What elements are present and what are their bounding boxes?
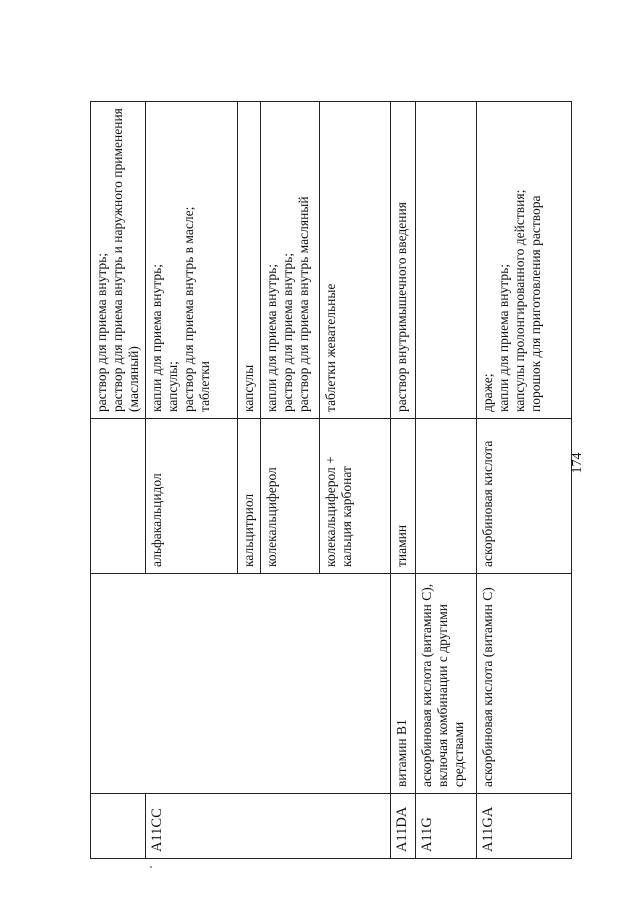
group-cell: витамин B1 [391,574,416,794]
form-line: капли для приема внутрь; [496,264,511,412]
substance-cell [91,419,146,574]
table-row [416,102,477,859]
forms-cell [238,102,261,419]
rotated-page [90,102,571,859]
form-line: раствор для приема внутрь масляный [296,196,311,412]
form-line: таблетки жевательные [323,283,338,412]
code-cell: A11GA [477,794,572,859]
group-cell: аскорбиновая кислота (витамин С), включая комбинации с другими средствами [416,574,477,794]
form-line: капсулы [241,364,256,412]
form-line: раствор для приема внутрь; [94,252,109,412]
substance-cell [416,419,477,574]
substance-cell: альфакальцидол [146,419,238,574]
scan-speck [150,866,152,868]
forms-cell [477,102,572,419]
form-line: капсулы; [165,361,180,412]
substance-cell: тиамин [391,419,416,574]
substance-cell: кальцитриол [238,419,261,574]
table-row [91,102,146,859]
substance-cell: колекальциферол + кальция карбонат [320,419,391,574]
substance-cell: аскорбиновая кислота [477,419,572,574]
form-line: таблетки [197,360,212,412]
substance-cell: колекальциферол [261,419,320,574]
code-cell: A11G [416,794,477,859]
form-line: драже; [480,373,495,412]
medicines-table [90,101,572,859]
forms-cell [416,102,477,419]
page-number [568,448,588,478]
table-row [391,102,416,859]
group-cell: аскорбиновая кислота (витамин С) [477,574,572,794]
form-line: капсулы пролонгированного действия; [512,189,527,412]
code-cell [91,794,146,859]
table-row [477,102,572,859]
forms-cell [261,102,320,419]
form-line: раствор для приема внутрь; [280,252,295,412]
code-cell: A11CC [146,794,391,859]
form-line: порошок для приготовления раствора [528,195,543,412]
page-number-text: 174 [570,452,585,474]
forms-cell [320,102,391,419]
form-line: раствор для приема внутрь в масле; [181,206,196,412]
form-line: капли для приема внутрь; [149,264,164,412]
forms-cell [391,102,416,419]
forms-cell [146,102,238,419]
form-line: раствор внутримышечного введения [394,202,409,412]
form-line: раствор для приема внутрь и наружного применения (масляный) [110,108,141,412]
group-cell [91,574,391,794]
forms-cell [91,102,146,419]
form-line: капли для приема внутрь; [264,264,279,412]
code-cell: A11DA [391,794,416,859]
